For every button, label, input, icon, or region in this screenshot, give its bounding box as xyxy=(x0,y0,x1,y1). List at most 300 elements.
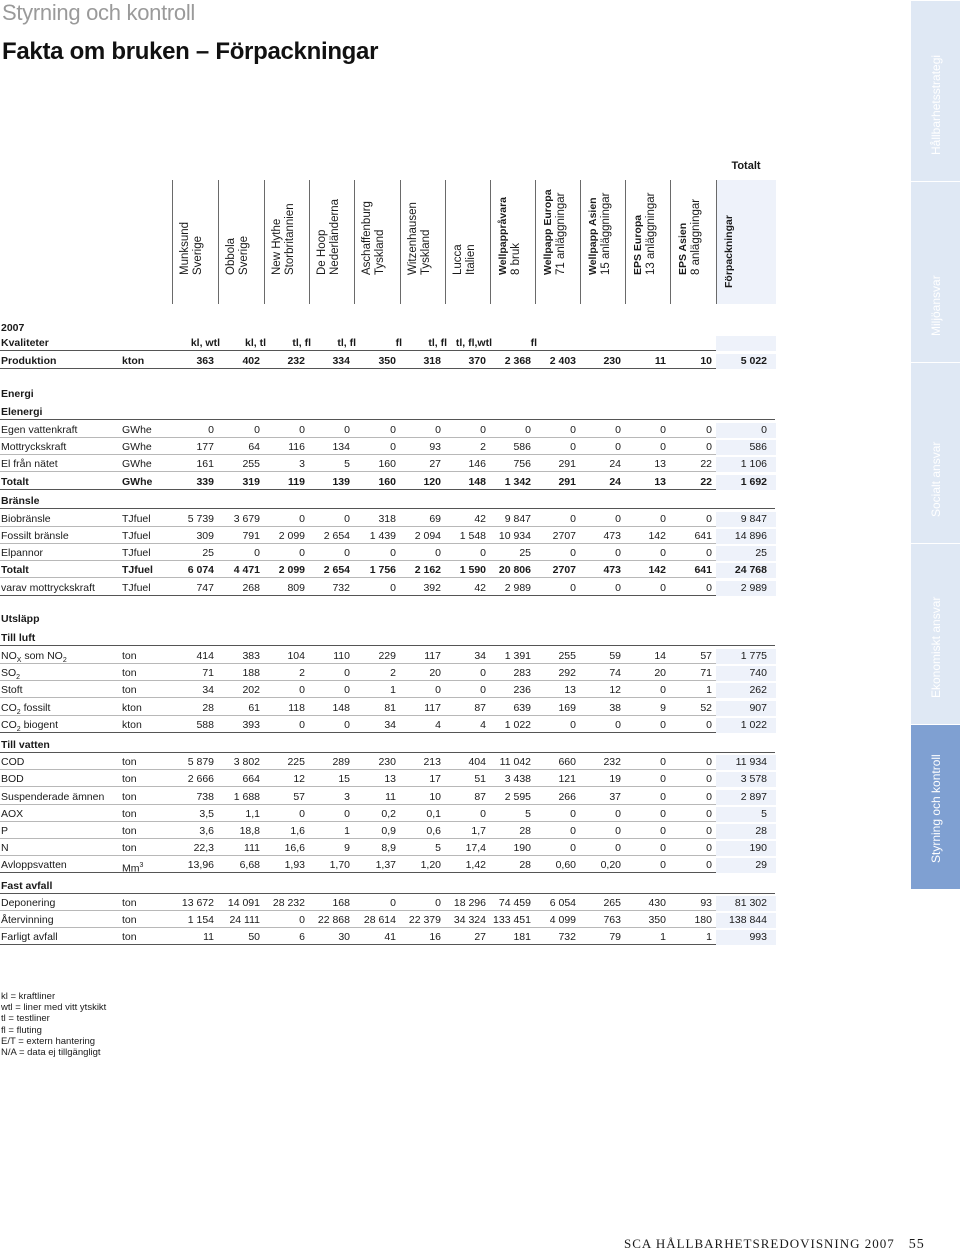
table-row xyxy=(0,612,775,627)
totalt-label: Totalt xyxy=(731,160,761,172)
column-header-sub: Storbritannien xyxy=(284,203,296,275)
table-cell: 0 xyxy=(570,582,576,594)
table-row xyxy=(0,807,775,822)
row-label: Fossilt bränsle xyxy=(1,530,69,542)
table-cell: 25 xyxy=(202,547,214,559)
table-cell: 142 xyxy=(648,564,666,576)
total-cell-shade xyxy=(716,841,776,856)
table-cell: 1,7 xyxy=(471,825,486,837)
table-cell: 30 xyxy=(338,931,350,943)
table-row xyxy=(0,423,775,438)
side-tab-label: Hållbarhetsstrategi xyxy=(928,54,943,155)
table-cell: 10 xyxy=(700,355,712,367)
table-cell: 148 xyxy=(468,476,486,488)
legend-item: E/T = extern hantering xyxy=(1,1035,96,1047)
table-cell: 291 xyxy=(558,476,576,488)
legend-item: fl = fluting xyxy=(1,1024,42,1036)
table-cell: 6 054 xyxy=(549,897,576,909)
row-label: Avloppsvatten xyxy=(1,859,67,871)
row-label: Kvaliteter xyxy=(1,337,49,349)
table-cell: 0 xyxy=(706,582,712,594)
table-cell: 0 xyxy=(390,424,396,436)
total-cell-shade xyxy=(716,807,776,822)
table-cell: 0 xyxy=(299,914,305,926)
table-cell: 763 xyxy=(603,914,621,926)
column-header-sub: 13 anläggningar xyxy=(645,192,657,275)
table-cell: 0 xyxy=(254,424,260,436)
table-cell: 0 xyxy=(660,684,666,696)
column-header xyxy=(264,180,309,304)
table-row xyxy=(0,494,775,509)
table-cell: 0 xyxy=(660,842,666,854)
table-cell: 16,6 xyxy=(284,842,305,854)
column-header xyxy=(218,180,264,304)
row-unit: GWhe xyxy=(122,424,152,436)
table-cell: 71 xyxy=(202,667,214,679)
table-cell: 350 xyxy=(378,355,396,367)
table-cell: 0 xyxy=(208,424,214,436)
table-cell: 318 xyxy=(423,355,441,367)
table-cell: 0 xyxy=(570,441,576,453)
legend-item: kl = kraftliner xyxy=(1,991,56,1002)
column-header-name: New Hythe xyxy=(271,218,283,275)
table-cell: 142 xyxy=(648,530,666,542)
table-cell: 117 xyxy=(424,702,441,714)
table-cell: 25 xyxy=(519,547,531,559)
table-cell: 5 xyxy=(344,458,350,470)
column-header xyxy=(445,180,490,304)
table-cell: 0 xyxy=(480,547,486,559)
table-cell: fl xyxy=(395,337,402,349)
table-cell: 190 xyxy=(513,842,531,854)
row-label: Energi xyxy=(1,388,34,400)
section-title: Styrning och kontroll xyxy=(2,0,196,25)
table-cell: 0 xyxy=(660,582,666,594)
table-cell: 5 xyxy=(435,842,441,854)
row-unit: Mm$^3$ xyxy=(122,862,144,875)
table-cell: 738 xyxy=(196,791,214,803)
table-cell: 0 xyxy=(480,667,486,679)
table-cell: 37 xyxy=(609,791,621,803)
total-cell-shade xyxy=(716,666,776,681)
table-row xyxy=(0,930,775,945)
table-cell: 473 xyxy=(603,530,621,542)
table-cell: 14 xyxy=(654,650,666,662)
table-cell: 3,5 xyxy=(199,808,214,820)
column-header-name: Förpackningar xyxy=(723,215,735,288)
row-label: Återvinning xyxy=(1,914,54,926)
table-cell: 641 xyxy=(694,564,712,576)
row-unit: TJfuel xyxy=(122,547,151,559)
table-cell: 414 xyxy=(196,650,214,662)
row-unit: ton xyxy=(122,650,137,662)
row-label: Elenergi xyxy=(1,406,43,418)
table-cell: 0 xyxy=(660,719,666,731)
table-cell: 5 879 xyxy=(187,756,214,768)
side-tab-5[interactable] xyxy=(911,724,960,889)
table-cell: 0 xyxy=(390,582,396,594)
row-label: Biobränsle xyxy=(1,513,51,525)
table-row xyxy=(0,718,775,733)
total-cell-shade xyxy=(716,858,776,873)
table-cell: 255 xyxy=(242,458,260,470)
page-number: 55 xyxy=(908,1237,925,1251)
table-cell: 907 xyxy=(749,702,767,714)
table-cell: 0 xyxy=(660,859,666,871)
table-cell: 732 xyxy=(332,582,350,594)
total-cell-shade xyxy=(716,824,776,839)
column-header-sub: Tyskland xyxy=(374,229,386,275)
side-tab-3[interactable] xyxy=(911,362,960,543)
table-cell: 17,4 xyxy=(465,842,486,854)
table-cell: 232 xyxy=(603,756,621,768)
table-row xyxy=(0,790,775,805)
table-cell: 1,37 xyxy=(375,859,396,871)
table-cell: 1 xyxy=(706,931,712,943)
table-cell: 1 154 xyxy=(187,914,214,926)
table-cell: 0 xyxy=(615,842,621,854)
column-header-name: Munksund xyxy=(179,221,191,275)
column-header xyxy=(535,180,580,304)
table-cell: 1 xyxy=(706,684,712,696)
table-cell: 14 091 xyxy=(227,897,260,909)
table-cell: 0 xyxy=(435,897,441,909)
side-tab-2[interactable] xyxy=(911,181,960,362)
table-cell: 266 xyxy=(558,791,576,803)
table-cell: 319 xyxy=(242,476,260,488)
table-row xyxy=(0,387,775,402)
table-cell: 168 xyxy=(332,897,350,909)
table-cell: kl, wtl xyxy=(190,337,220,349)
row-label: Bränsle xyxy=(1,495,40,507)
table-cell: 6 xyxy=(299,931,305,943)
table-cell: 2 989 xyxy=(504,582,531,594)
total-cell-shade xyxy=(716,701,776,716)
column-header-name: Witzenhausen xyxy=(407,202,419,275)
table-cell: 0 xyxy=(299,719,305,731)
table-cell: 756 xyxy=(513,458,531,470)
table-cell: 1 688 xyxy=(233,791,260,803)
table-cell: 2 xyxy=(480,441,486,453)
page-title: Fakta om bruken – Förpackningar xyxy=(2,38,379,65)
column-header-sub: 71 anläggningar xyxy=(555,192,567,275)
table-cell: 22 xyxy=(700,458,712,470)
table-cell: 9 847 xyxy=(504,513,531,525)
table-cell: 28 xyxy=(519,859,531,871)
row-unit: GWhe xyxy=(122,458,152,470)
table-cell: 392 xyxy=(423,582,441,594)
table-cell: 0 xyxy=(615,513,621,525)
table-cell: 0 xyxy=(660,825,666,837)
table-cell: 229 xyxy=(378,650,396,662)
table-cell: 25 xyxy=(755,547,767,559)
table-cell: 0 xyxy=(706,842,712,854)
row-unit: TJfuel xyxy=(122,530,151,542)
table-cell: 0 xyxy=(344,808,350,820)
table-row xyxy=(0,405,775,420)
table-cell: 0 xyxy=(344,667,350,679)
table-cell: 363 xyxy=(196,355,214,367)
table-cell: tl, fl xyxy=(428,337,447,349)
table-cell: 19 xyxy=(609,773,621,785)
row-unit: kton xyxy=(122,355,145,367)
table-cell: 121 xyxy=(558,773,576,785)
table-cell: 79 xyxy=(609,931,621,943)
table-cell: 0 xyxy=(344,684,350,696)
table-cell: 28 xyxy=(519,825,531,837)
table-cell: 190 xyxy=(749,842,767,854)
side-tab-label: Miljöansvar xyxy=(928,275,943,336)
table-cell: 6,68 xyxy=(239,859,260,871)
row-label: Fast avfall xyxy=(1,880,53,892)
table-cell: 22 xyxy=(700,476,712,488)
table-cell: 641 xyxy=(694,530,712,542)
table-cell: 2 368 xyxy=(504,355,531,367)
table-cell: tl, fl xyxy=(292,337,311,349)
table-cell: 1 692 xyxy=(740,476,767,488)
table-cell: 262 xyxy=(749,684,767,696)
row-label: $SO_2$ xyxy=(1,667,21,682)
row-label: Farligt avfall xyxy=(1,931,58,943)
table-cell: 2 595 xyxy=(504,791,531,803)
row-label: Deponering xyxy=(1,897,56,909)
table-cell: 1,1 xyxy=(245,808,260,820)
table-cell: 0 xyxy=(615,547,621,559)
table-cell: 28 614 xyxy=(363,914,396,926)
table-cell: 24 768 xyxy=(734,564,767,576)
table-cell: 28 xyxy=(202,702,214,714)
table-cell: 404 xyxy=(468,756,486,768)
table-cell: 0 xyxy=(435,424,441,436)
table-cell: 61 xyxy=(248,702,260,714)
table-cell: 3 xyxy=(344,791,350,803)
table-cell: 0 xyxy=(615,424,621,436)
table-cell: 0 xyxy=(706,513,712,525)
table-cell: 0 xyxy=(570,842,576,854)
side-tab-4[interactable] xyxy=(911,543,960,724)
row-label: Stoft xyxy=(1,684,23,696)
table-row xyxy=(0,440,775,455)
table-row xyxy=(0,824,775,839)
table-cell: 0 xyxy=(344,424,350,436)
table-cell: 809 xyxy=(287,582,305,594)
table-cell: 41 xyxy=(384,931,396,943)
table-cell: 0 xyxy=(706,756,712,768)
row-unit: kton xyxy=(122,702,142,714)
table-cell: 0 xyxy=(615,441,621,453)
table-cell: tl, fl xyxy=(337,337,356,349)
table-cell: 2 099 xyxy=(278,530,305,542)
table-cell: 2 897 xyxy=(740,791,767,803)
table-row xyxy=(0,738,775,753)
table-cell: 230 xyxy=(603,355,621,367)
row-label: Utsläpp xyxy=(1,613,40,625)
table-cell: 24 111 xyxy=(229,914,260,926)
table-cell: 93 xyxy=(700,897,712,909)
table-cell: 664 xyxy=(242,773,260,785)
table-cell: 117 xyxy=(424,650,441,662)
table-row xyxy=(0,563,775,578)
table-cell: 0 xyxy=(299,684,305,696)
row-unit: TJfuel xyxy=(122,513,151,525)
side-tab-label: Ekonomiskt ansvar xyxy=(928,596,943,698)
table-cell: 24 xyxy=(609,458,621,470)
table-cell: 1 756 xyxy=(369,564,396,576)
table-cell: 213 xyxy=(423,756,441,768)
table-cell: 2 654 xyxy=(323,564,350,576)
table-cell: 0 xyxy=(706,859,712,871)
table-cell: 639 xyxy=(513,702,531,714)
table-cell: 14 896 xyxy=(734,530,767,542)
row-label: Mottryckskraft xyxy=(1,441,67,453)
table-cell: 93 xyxy=(429,441,441,453)
table-cell: 59 xyxy=(609,650,621,662)
table-cell: 1,70 xyxy=(329,859,350,871)
table-cell: 50 xyxy=(248,931,260,943)
table-row xyxy=(0,529,775,544)
table-cell: 0 xyxy=(480,808,486,820)
row-label: Suspenderade ämnen xyxy=(1,791,105,803)
table-cell: 42 xyxy=(474,582,486,594)
table-cell: 0 xyxy=(570,825,576,837)
table-cell: 339 xyxy=(196,476,214,488)
table-cell: 34 324 xyxy=(453,914,486,926)
table-cell: 791 xyxy=(242,530,260,542)
total-cell-shade xyxy=(716,423,776,438)
table-cell: 64 xyxy=(248,441,260,453)
table-cell: 87 xyxy=(474,791,486,803)
table-cell: 1 391 xyxy=(504,650,531,662)
table-cell: 393 xyxy=(242,719,260,731)
table-cell: 28 xyxy=(755,825,767,837)
table-cell: 0,20 xyxy=(600,859,621,871)
table-cell: 69 xyxy=(429,513,441,525)
table-cell: 119 xyxy=(288,476,305,488)
table-cell: 20 xyxy=(654,667,666,679)
row-label: Totalt xyxy=(1,564,29,576)
table-cell: 473 xyxy=(603,564,621,576)
table-cell: 13 xyxy=(654,476,666,488)
table-cell: 5 739 xyxy=(187,513,214,525)
table-cell: 0 xyxy=(615,825,621,837)
table-cell: 370 xyxy=(468,355,486,367)
column-header-name: Wellpapp Asien xyxy=(587,197,599,275)
table-cell: 27 xyxy=(474,931,486,943)
row-label: P xyxy=(1,825,9,837)
table-cell: 12 xyxy=(293,773,305,785)
table-cell: 740 xyxy=(749,667,767,679)
table-cell: 22 379 xyxy=(408,914,441,926)
table-cell: 1,42 xyxy=(465,859,486,871)
table-cell: 22,3 xyxy=(193,842,214,854)
table-cell: 2 xyxy=(299,667,305,679)
table-row xyxy=(0,336,775,351)
table-cell: 1 xyxy=(660,931,666,943)
table-cell: 51 xyxy=(474,773,486,785)
table-cell: 3 679 xyxy=(233,513,260,525)
table-cell: 18 296 xyxy=(453,897,486,909)
table-row xyxy=(0,457,775,472)
row-label: N xyxy=(1,842,9,854)
table-cell: 0 xyxy=(570,719,576,731)
table-cell: 0 xyxy=(706,773,712,785)
table-cell: 16 xyxy=(429,931,441,943)
table-cell: 1,6 xyxy=(290,825,305,837)
table-cell: 0 xyxy=(706,719,712,731)
table-cell: 0 xyxy=(299,808,305,820)
table-cell: 120 xyxy=(423,476,441,488)
table-cell: 2 162 xyxy=(414,564,441,576)
table-cell: 0 xyxy=(660,513,666,525)
row-unit: GWhe xyxy=(122,476,153,488)
table-cell: 160 xyxy=(378,458,396,470)
column-header-sub: Nederländerna xyxy=(329,198,341,275)
row-label: Till vatten xyxy=(1,739,50,751)
column-header-name: Wellpapp Europa xyxy=(542,189,554,275)
table-cell: 0 xyxy=(390,897,396,909)
table-cell: 202 xyxy=(242,684,260,696)
table-cell: 11 xyxy=(385,791,396,803)
side-tab-1[interactable] xyxy=(911,0,960,181)
table-cell: 148 xyxy=(332,702,350,714)
column-header-name: Wellpappråvara xyxy=(497,196,509,275)
table-cell: 5 xyxy=(525,808,531,820)
table-row xyxy=(0,666,775,681)
row-unit: ton xyxy=(122,667,137,679)
table-cell: 2 099 xyxy=(278,564,305,576)
table-cell: 268 xyxy=(242,582,260,594)
table-cell: 0,1 xyxy=(426,808,441,820)
table-row xyxy=(0,701,775,716)
row-label: AOX xyxy=(1,808,24,820)
table-cell: 13,96 xyxy=(187,859,214,871)
column-header xyxy=(172,180,218,304)
table-cell: 265 xyxy=(603,897,621,909)
table-row xyxy=(0,896,775,911)
table-cell: 0 xyxy=(525,424,531,436)
legend-item: wtl = liner med vitt ytskikt xyxy=(1,1002,107,1014)
column-header-sub: Sverige xyxy=(192,236,204,275)
table-cell: 232 xyxy=(287,355,305,367)
table-cell: 2707 xyxy=(552,564,576,576)
table-cell: 3 802 xyxy=(233,756,260,768)
table-cell: 146 xyxy=(468,458,486,470)
table-cell: 180 xyxy=(694,914,712,926)
row-label: $CO_2$ biogent xyxy=(1,719,59,734)
table-cell: 309 xyxy=(196,530,214,542)
table-cell: 181 xyxy=(513,931,531,943)
table-cell: 0 xyxy=(299,547,305,559)
table-cell: 586 xyxy=(749,441,767,453)
table-row xyxy=(0,581,775,596)
table-cell: 9 xyxy=(344,842,350,854)
column-header xyxy=(490,180,535,304)
table-cell: 9 847 xyxy=(740,513,767,525)
table-cell: 1 xyxy=(390,684,396,696)
table-cell: 74 459 xyxy=(498,897,531,909)
table-cell: 24 xyxy=(609,476,621,488)
table-cell: 1 022 xyxy=(740,719,767,731)
row-unit: TJfuel xyxy=(122,564,153,576)
row-label: Totalt xyxy=(1,476,29,488)
table-cell: 0 xyxy=(299,424,305,436)
table-cell: 255 xyxy=(558,650,576,662)
table-cell: 116 xyxy=(288,441,305,453)
table-cell: 3,6 xyxy=(199,825,214,837)
row-label: El från nätet xyxy=(1,458,58,470)
table-cell: 0 xyxy=(761,424,767,436)
column-header-sub: Sverige xyxy=(238,236,250,275)
